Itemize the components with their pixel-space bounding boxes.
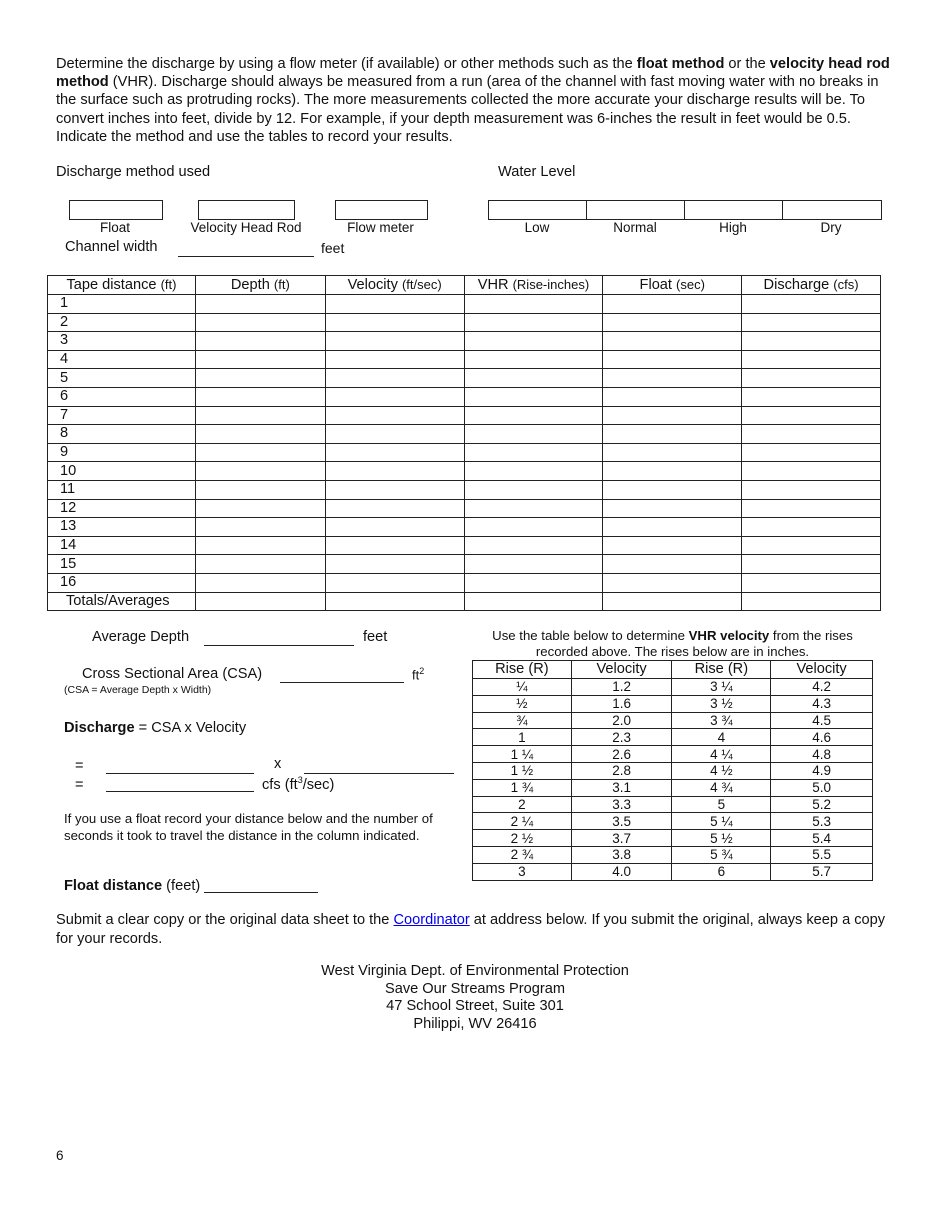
totals-cell[interactable] (603, 592, 742, 611)
velocity-cell: 3.5 (571, 813, 672, 830)
page-number: 6 (56, 1148, 64, 1163)
csa-value-field[interactable] (106, 773, 254, 774)
data-entry-cell[interactable] (325, 425, 464, 444)
data-entry-cell[interactable] (325, 573, 464, 592)
data-entry-cell[interactable] (325, 499, 464, 518)
velocity-cell: 5.7 (771, 863, 873, 880)
data-entry-cell[interactable] (742, 555, 881, 574)
vhr-table-intro: Use the table below to determine VHR velocity from the rises recorded above. The rises below are in inches. (492, 628, 853, 659)
data-entry-cell[interactable] (325, 313, 464, 332)
vhr-row (473, 695, 873, 712)
totals-cell[interactable] (742, 592, 881, 611)
float-option-label: Float (99, 220, 130, 235)
channel-width-unit: feet (321, 240, 345, 256)
rise-cell: 2 ¾ (473, 846, 572, 863)
velocity-head-rod-option-label: Velocity Head Rod (190, 220, 302, 235)
times-sign: x (274, 756, 282, 772)
data-entry-cell[interactable] (195, 499, 325, 518)
rise-cell: 5 (672, 796, 771, 813)
data-entry-cell[interactable] (195, 518, 325, 537)
csa-unit: $ft^2$ (412, 666, 425, 683)
data-entry-cell[interactable] (603, 332, 742, 351)
rise-cell: 4 ¾ (672, 779, 771, 796)
rise-cell: 3 ½ (672, 695, 771, 712)
row-number: 15 (48, 555, 196, 574)
table-row (48, 555, 881, 574)
discharge-result-field[interactable] (106, 791, 254, 792)
address-block (250, 963, 700, 1033)
data-entry-cell[interactable] (603, 573, 742, 592)
velocity-cell: 5.3 (771, 813, 873, 830)
data-entry-cell[interactable] (742, 443, 881, 462)
average-depth-unit: feet (363, 629, 388, 645)
discharge-method-label: Discharge method used (56, 164, 211, 180)
average-depth-label: Average Depth (92, 629, 190, 645)
address-line: Philippi, WV 26416 (413, 1015, 537, 1032)
vhr-velocity-table (472, 660, 873, 881)
data-entry-cell[interactable] (464, 518, 603, 537)
velocity-cell: 4.2 (771, 679, 873, 696)
velocity-cell: 2.6 (571, 746, 672, 763)
high-checkbox[interactable] (685, 201, 782, 219)
tape-distance-header: Tape distance (ft) (48, 276, 196, 295)
normal-checkbox[interactable] (587, 201, 684, 219)
rise-cell: 4 ½ (672, 762, 771, 779)
data-entry-cell[interactable] (464, 406, 603, 425)
data-entry-cell[interactable] (464, 332, 603, 351)
velocity-cell: 3.3 (571, 796, 672, 813)
data-entry-cell[interactable] (195, 443, 325, 462)
data-entry-cell[interactable] (195, 555, 325, 574)
vhr-row (473, 762, 873, 779)
dry-checkbox[interactable] (783, 201, 880, 219)
data-entry-cell[interactable] (742, 518, 881, 537)
vhr-row (473, 830, 873, 847)
rise-cell: 6 (672, 863, 771, 880)
discharge-header: Discharge (cfs) (742, 276, 881, 295)
data-entry-cell[interactable] (603, 425, 742, 444)
velocity-head-rod-checkbox[interactable] (198, 200, 295, 220)
table-row (48, 350, 881, 369)
velocity-header: Velocity (ft/sec) (325, 276, 464, 295)
data-entry-cell[interactable] (464, 499, 603, 518)
rise-cell: 1 ¼ (473, 746, 572, 763)
rise-header: Rise (R) (672, 661, 771, 679)
vhr-row (473, 746, 873, 763)
data-entry-cell[interactable] (325, 480, 464, 499)
data-entry-cell[interactable] (464, 313, 603, 332)
totals-label: Totals/Averages (48, 592, 196, 611)
row-number: 10 (48, 462, 196, 481)
data-entry-cell[interactable] (325, 387, 464, 406)
table-row (48, 443, 881, 462)
data-entry-cell[interactable] (603, 518, 742, 537)
velocity-cell: 3.1 (571, 779, 672, 796)
data-entry-cell[interactable] (742, 425, 881, 444)
velocity-cell: 3.8 (571, 846, 672, 863)
data-entry-cell[interactable] (742, 350, 881, 369)
data-entry-cell[interactable] (464, 573, 603, 592)
rise-cell: 3 ¾ (672, 712, 771, 729)
velocity-cell: 5.2 (771, 796, 873, 813)
table-row (48, 425, 881, 444)
velocity-cell: 2.3 (571, 729, 672, 746)
velocity-cell: 3.7 (571, 830, 672, 847)
data-entry-cell[interactable] (325, 518, 464, 537)
normal-option-label: Normal (613, 220, 657, 235)
data-entry-cell[interactable] (742, 369, 881, 388)
vhr-header-row (473, 661, 873, 679)
data-entry-cell[interactable] (325, 369, 464, 388)
float-header: Float (sec) (603, 276, 742, 295)
data-entry-cell[interactable] (742, 313, 881, 332)
data-entry-cell[interactable] (195, 480, 325, 499)
velocity-cell: 5.0 (771, 779, 873, 796)
data-entry-cell[interactable] (742, 536, 881, 555)
row-number: 9 (48, 443, 196, 462)
table-row (48, 406, 881, 425)
velocity-cell: 4.9 (771, 762, 873, 779)
data-entry-cell[interactable] (603, 313, 742, 332)
rise-cell: 5 ¼ (672, 813, 771, 830)
row-number: 6 (48, 387, 196, 406)
data-entry-cell[interactable] (195, 387, 325, 406)
rise-cell: 2 (473, 796, 572, 813)
data-entry-cell[interactable] (325, 406, 464, 425)
data-entry-cell[interactable] (464, 555, 603, 574)
table-header-row (48, 276, 881, 295)
data-entry-cell[interactable] (195, 573, 325, 592)
data-entry-cell[interactable] (603, 387, 742, 406)
data-entry-cell[interactable] (464, 350, 603, 369)
flow-meter-checkbox[interactable] (335, 200, 428, 220)
velocity-header: Velocity (771, 661, 873, 679)
data-entry-cell[interactable] (603, 555, 742, 574)
vhr-row (473, 863, 873, 880)
channel-width-field[interactable] (178, 256, 314, 257)
data-entry-cell[interactable] (742, 387, 881, 406)
velocity-cell: 4.5 (771, 712, 873, 729)
table-row (48, 480, 881, 499)
data-entry-cell[interactable] (742, 462, 881, 481)
totals-cell[interactable] (325, 592, 464, 611)
address-line: 47 School Street, Suite 301 (386, 998, 564, 1015)
vhr-row (473, 846, 873, 863)
row-number: 3 (48, 332, 196, 351)
data-entry-cell[interactable] (742, 573, 881, 592)
data-entry-cell[interactable] (742, 480, 881, 499)
data-entry-cell[interactable] (464, 369, 603, 388)
velocity-cell: 1.2 (571, 679, 672, 696)
data-entry-cell[interactable] (325, 462, 464, 481)
data-entry-cell[interactable] (464, 480, 603, 499)
data-entry-cell[interactable] (464, 443, 603, 462)
depth-header: Depth (ft) (195, 276, 325, 295)
dry-option-label: Dry (820, 220, 842, 235)
rise-cell: 4 (672, 729, 771, 746)
data-entry-cell[interactable] (195, 462, 325, 481)
intro-paragraph: Determine the discharge by using a flow meter (if available) or other methods such as the float method or the velocity head rod method (VHR). Discharge should always be measured from a run (area of the channel with fast moving water with no breaks in the surface such as protruding rocks). The more measurements collected the more accurate your discharge results will be. To convert inches into feet, divide by 12. For example, if your depth measurement was 6-inches the result in feet would be 0.5. Indicate the method and use the tables to record your results. (56, 56, 890, 145)
data-entry-cell[interactable] (464, 295, 603, 314)
table-row (48, 573, 881, 592)
table-row (48, 332, 881, 351)
velocity-header: Velocity (571, 661, 672, 679)
data-entry-cell[interactable] (742, 499, 881, 518)
velocity-cell: 4.3 (771, 695, 873, 712)
velocity-cell: 4.0 (571, 863, 672, 880)
rise-header: Rise (R) (473, 661, 572, 679)
flow-meter-option-label: Flow meter (347, 220, 414, 235)
data-entry-cell[interactable] (325, 536, 464, 555)
row-number: 1 (48, 295, 196, 314)
vhr-row (473, 712, 873, 729)
rise-cell: 5 ¾ (672, 846, 771, 863)
average-depth-field[interactable] (204, 645, 354, 646)
data-entry-cell[interactable] (464, 462, 603, 481)
rise-cell: 1 ¾ (473, 779, 572, 796)
data-entry-cell[interactable] (325, 295, 464, 314)
table-row (48, 499, 881, 518)
velocity-cell: 5.5 (771, 846, 873, 863)
data-entry-cell[interactable] (603, 406, 742, 425)
data-entry-cell[interactable] (195, 425, 325, 444)
csa-label: Cross Sectional Area (CSA) (82, 666, 263, 682)
csa-field[interactable] (280, 682, 404, 683)
velocity-cell: 4.8 (771, 746, 873, 763)
discharge-data-table (47, 275, 881, 611)
velocity-cell: 1.6 (571, 695, 672, 712)
velocity-value-field[interactable] (304, 773, 454, 774)
discharge-formula: Discharge = CSA x Velocity (64, 720, 247, 736)
table-row (48, 313, 881, 332)
data-entry-cell[interactable] (325, 350, 464, 369)
csa-note: (CSA = Average Depth x Width) (64, 684, 212, 696)
data-entry-cell[interactable] (195, 406, 325, 425)
data-entry-cell[interactable] (325, 555, 464, 574)
rise-cell: ¾ (473, 712, 572, 729)
data-entry-cell[interactable] (603, 350, 742, 369)
equals-sign: = (75, 777, 84, 793)
row-number: 14 (48, 536, 196, 555)
data-entry-cell[interactable] (195, 536, 325, 555)
data-entry-cell[interactable] (195, 369, 325, 388)
rise-cell: ¼ (473, 679, 572, 696)
rise-cell: 4 ¼ (672, 746, 771, 763)
table-row (48, 387, 881, 406)
data-entry-cell[interactable] (603, 480, 742, 499)
velocity-cell: 4.6 (771, 729, 873, 746)
low-option-label: Low (524, 220, 550, 235)
table-row (48, 518, 881, 537)
rise-cell: 3 ¼ (672, 679, 771, 696)
float-distance-field[interactable]: Float distance (feet) ______________ (64, 878, 318, 894)
vhr-row (473, 813, 873, 830)
vhr-row (473, 679, 873, 696)
velocity-cell: 5.4 (771, 830, 873, 847)
rise-cell: 5 ½ (672, 830, 771, 847)
data-entry-cell[interactable] (742, 406, 881, 425)
data-entry-cell[interactable] (603, 369, 742, 388)
table-row (48, 462, 881, 481)
rise-cell: 1 (473, 729, 572, 746)
rise-cell: 3 (473, 863, 572, 880)
rise-cell: ½ (473, 695, 572, 712)
address-line: Save Our Streams Program (384, 980, 566, 997)
data-entry-cell[interactable] (464, 536, 603, 555)
low-checkbox[interactable] (489, 201, 586, 219)
channel-width-label: Channel width (65, 239, 158, 255)
vhr-row (473, 796, 873, 813)
row-number: 8 (48, 425, 196, 444)
data-entry-cell[interactable] (195, 313, 325, 332)
data-entry-cell[interactable] (195, 350, 325, 369)
float-note: If you use a float record your distance below and the number of seconds it took to travel the distance in the column indicated. (64, 811, 433, 843)
vhr-row (473, 729, 873, 746)
row-number: 11 (48, 480, 196, 499)
float-checkbox[interactable] (69, 200, 163, 220)
data-entry-cell[interactable] (603, 295, 742, 314)
rise-cell: 2 ½ (473, 830, 572, 847)
row-number: 5 (48, 369, 196, 388)
cfs-unit: cfs $(ft^3/\sec)$ (262, 775, 335, 793)
vhr-row (473, 779, 873, 796)
data-entry-cell[interactable] (195, 332, 325, 351)
data-entry-cell[interactable] (603, 443, 742, 462)
vhr-header: VHR (Rise-inches) (464, 276, 603, 295)
row-number: 12 (48, 499, 196, 518)
row-number: 16 (48, 573, 196, 592)
totals-cell[interactable] (464, 592, 603, 611)
velocity-cell: 2.8 (571, 762, 672, 779)
data-entry-cell[interactable] (603, 462, 742, 481)
table-row (48, 536, 881, 555)
totals-row (48, 592, 881, 611)
rise-cell: 2 ¼ (473, 813, 572, 830)
high-option-label: High (719, 220, 747, 235)
row-number: 13 (48, 518, 196, 537)
row-number: 4 (48, 350, 196, 369)
data-entry-cell[interactable] (742, 332, 881, 351)
data-entry-cell[interactable] (603, 499, 742, 518)
row-number: 7 (48, 406, 196, 425)
data-entry-cell[interactable] (325, 332, 464, 351)
row-number: 2 (48, 313, 196, 332)
data-entry-cell[interactable] (464, 387, 603, 406)
address-line: West Virginia Dept. of Environmental Protection (321, 963, 629, 979)
table-row (48, 295, 881, 314)
data-entry-cell[interactable] (464, 425, 603, 444)
table-row (48, 369, 881, 388)
totals-cell[interactable] (195, 592, 325, 611)
rise-cell: 1 ½ (473, 762, 572, 779)
data-entry-cell[interactable] (742, 295, 881, 314)
data-entry-cell[interactable] (195, 295, 325, 314)
velocity-cell: 2.0 (571, 712, 672, 729)
water-level-label: Water Level (498, 164, 576, 180)
data-entry-cell[interactable] (603, 536, 742, 555)
data-entry-cell[interactable] (325, 443, 464, 462)
equals-sign: = (75, 758, 84, 774)
coordinator-link[interactable]: Coordinator (393, 912, 470, 928)
submit-paragraph: Submit a clear copy or the original data sheet to the Coordinator at address below. If you submit the original, always keep a copy for your records. (56, 912, 886, 947)
